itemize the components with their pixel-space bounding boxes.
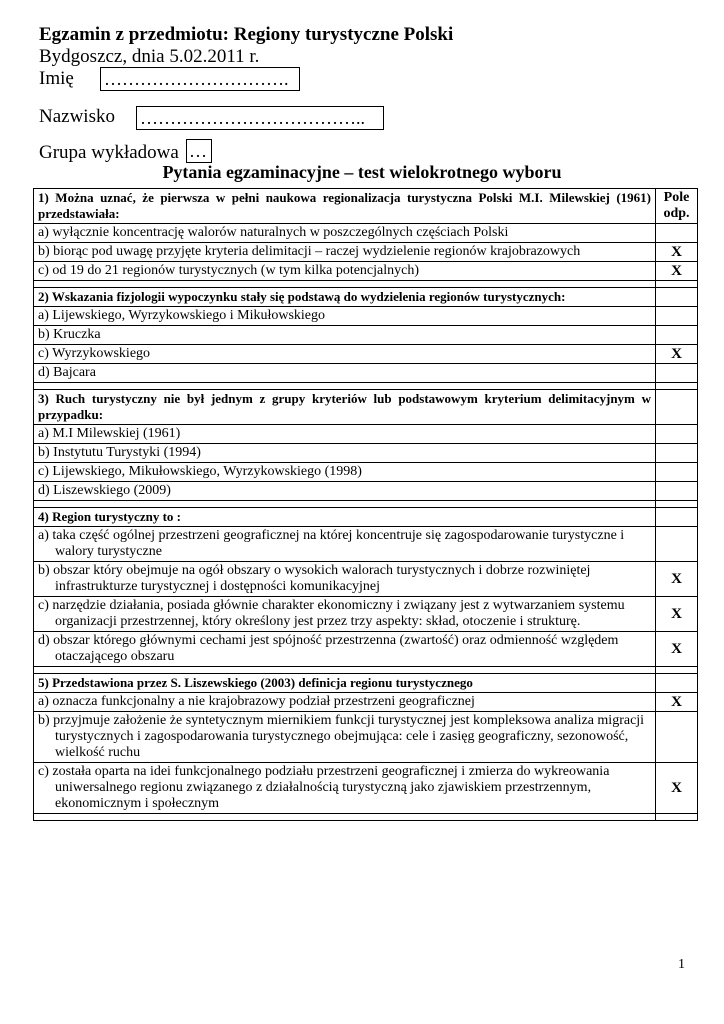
option-cell — [34, 425, 656, 444]
answer-mark[interactable] — [656, 326, 698, 345]
option-row — [34, 326, 698, 345]
answer-mark[interactable] — [656, 307, 698, 326]
answer-mark[interactable] — [656, 224, 698, 243]
option-text: d) Bajcara — [38, 365, 96, 380]
spacer-cell — [656, 281, 698, 288]
option-text: a) wyłącznie koncentrację walorów naturalnych w poszczególnych częściach Polski — [38, 225, 509, 240]
answer-cell-empty — [656, 288, 698, 307]
option-cell — [34, 632, 656, 667]
option-cell — [34, 345, 656, 364]
option-row — [34, 243, 698, 262]
exam-title: Egzamin z przedmiotu: Regiony turystyczne Polski — [39, 24, 454, 45]
spacer-cell — [656, 501, 698, 508]
option-row — [34, 444, 698, 463]
option-row — [34, 632, 698, 667]
option-text: a) taka część ogólnej przestrzeni geograficznej na której koncentruje się zagospodarowanie turystyczne i walory turystyczne — [38, 528, 625, 559]
option-cell — [34, 307, 656, 326]
option-row — [34, 224, 698, 243]
answer-cell-empty — [656, 674, 698, 693]
name-field[interactable]: …………………………. — [100, 67, 300, 91]
option-cell — [34, 597, 656, 632]
spacer-row — [34, 501, 698, 508]
spacer-cell — [34, 814, 656, 821]
answer-cell-empty — [656, 508, 698, 527]
option-text: a) M.I Milewskiej (1961) — [38, 426, 181, 441]
option-row — [34, 482, 698, 501]
option-cell — [34, 243, 656, 262]
question-text: 1) Można uznać, że pierwsza w pełni naukowa regionalizacja turystyczna Polski M.I. Milewskiej (1961) przedstawiała: — [34, 189, 656, 224]
option-row — [34, 425, 698, 444]
option-row — [34, 364, 698, 383]
answer-mark[interactable]: X — [656, 262, 698, 281]
spacer-cell — [34, 281, 656, 288]
spacer-row — [34, 667, 698, 674]
option-row — [34, 693, 698, 712]
option-row — [34, 262, 698, 281]
name-label: Imię — [39, 68, 74, 89]
place-date: Bydgoszcz, dnia 5.02.2011 r. — [39, 46, 260, 67]
spacer-cell — [34, 383, 656, 390]
spacer-row — [34, 281, 698, 288]
option-row — [34, 527, 698, 562]
question-row — [34, 508, 698, 527]
option-cell — [34, 326, 656, 345]
option-text: b) Kruczka — [38, 327, 101, 342]
answer-mark[interactable] — [656, 364, 698, 383]
option-text: c) narzędzie działania, posiada głównie charakter ekonomiczny i związany jest z wytwarzaniem systemu organizacji przestrzennej, który określony jest przez trzy aspekty: skład, otoczenie i strukturę. — [38, 598, 625, 629]
answer-mark[interactable]: X — [656, 693, 698, 712]
option-text: a) oznacza funkcjonalny a nie krajobrazowy podział przestrzeni geograficznej — [38, 694, 475, 709]
option-row — [34, 562, 698, 597]
answer-mark[interactable]: X — [656, 632, 698, 667]
option-cell — [34, 444, 656, 463]
spacer-cell — [34, 501, 656, 508]
option-cell — [34, 482, 656, 501]
option-cell — [34, 262, 656, 281]
option-text: b) biorąc pod uwagę przyjęte kryteria delimitacji – raczej wydzielenie regionów krajobrazowych — [38, 244, 581, 259]
option-cell — [34, 693, 656, 712]
spacer-cell — [656, 814, 698, 821]
option-text: d) Liszewskiego (2009) — [38, 483, 171, 498]
option-cell — [34, 712, 656, 763]
answer-mark[interactable] — [656, 444, 698, 463]
answer-mark[interactable] — [656, 712, 698, 763]
option-cell — [34, 463, 656, 482]
option-row — [34, 597, 698, 632]
option-cell — [34, 763, 656, 814]
question-text: 4) Region turystyczny to : — [34, 508, 656, 527]
option-cell — [34, 364, 656, 383]
option-cell — [34, 562, 656, 597]
option-text: a) Lijewskiego, Wyrzykowskiego i Mikułowskiego — [38, 308, 326, 323]
option-text: b) przyjmuje założenie że syntetycznym miernikiem funkcji turystycznej jest kompleksowa analiza migracji turystycznych i zagospodarowania turystycznego obejmująca: cele i zasięg geograficzny, sezonowość, wielkość ruchu — [38, 713, 645, 760]
question-row — [34, 674, 698, 693]
option-text: c) została oparta na idei funkcjonalnego podziału przestrzeni geograficznej i zmierza do wykreowania uniwersalnego regionu związanego z działalnością turystyczną jako zjawiskiem przestrzennym, ekonomicznym i społecznym — [38, 764, 610, 811]
answer-cell-empty — [656, 390, 698, 425]
question-row — [34, 189, 698, 224]
answer-mark[interactable] — [656, 463, 698, 482]
page-number: 1 — [678, 957, 685, 972]
answer-mark[interactable]: X — [656, 345, 698, 364]
option-text: c) Wyrzykowskiego — [38, 346, 151, 361]
question-text: 3) Ruch turystyczny nie był jednym z grupy kryteriów lub podstawowym kryterium delimitacyjnym w przypadku: — [34, 390, 656, 425]
group-label: Grupa wykładowa — [39, 142, 179, 163]
spacer-row — [34, 814, 698, 821]
question-row — [34, 390, 698, 425]
answer-column-header: Pole odp. — [656, 189, 698, 224]
question-text: 2) Wskazania fizjologii wypoczynku stały się podstawą do wydzielenia regionów turystycznych: — [34, 288, 656, 307]
exam-table — [33, 188, 698, 821]
question-text: 5) Przedstawiona przez S. Liszewskiego (2003) definicja regionu turystycznego — [34, 674, 656, 693]
answer-mark[interactable]: X — [656, 562, 698, 597]
option-row — [34, 307, 698, 326]
exam-subtitle: Pytania egzaminacyjne – test wielokrotnego wyboru — [162, 162, 562, 182]
option-cell — [34, 224, 656, 243]
spacer-cell — [34, 667, 656, 674]
option-row — [34, 712, 698, 763]
option-row — [34, 763, 698, 814]
option-text: d) obszar którego głównymi cechami jest spójność przestrzenna (zwartość) oraz odmienność względem otaczającego obszaru — [38, 633, 619, 664]
answer-mark[interactable] — [656, 425, 698, 444]
surname-field[interactable]: ……………………………….. — [136, 106, 384, 130]
option-cell — [34, 527, 656, 562]
answer-mark[interactable]: X — [656, 763, 698, 814]
question-row — [34, 288, 698, 307]
answer-mark[interactable]: X — [656, 597, 698, 632]
answer-mark[interactable]: X — [656, 243, 698, 262]
option-row — [34, 345, 698, 364]
option-text: c) od 19 do 21 regionów turystycznych (w tym kilka potencjalnych) — [38, 263, 420, 278]
option-text: b) Instytutu Turystyki (1994) — [38, 445, 201, 460]
spacer-cell — [656, 667, 698, 674]
spacer-row — [34, 383, 698, 390]
spacer-cell — [656, 383, 698, 390]
answer-mark[interactable] — [656, 482, 698, 501]
group-field[interactable]: … — [186, 139, 212, 163]
option-text: b) obszar który obejmuje na ogół obszary o wysokich walorach turystycznych i dobrze rozwiniętej infrastrukturze turystycznej i dostępności komunikacyjnej — [38, 563, 591, 594]
option-text: c) Lijewskiego, Mikułowskiego, Wyrzykowskiego (1998) — [38, 464, 362, 479]
surname-label: Nazwisko — [39, 106, 115, 127]
answer-mark[interactable] — [656, 527, 698, 562]
option-row — [34, 463, 698, 482]
